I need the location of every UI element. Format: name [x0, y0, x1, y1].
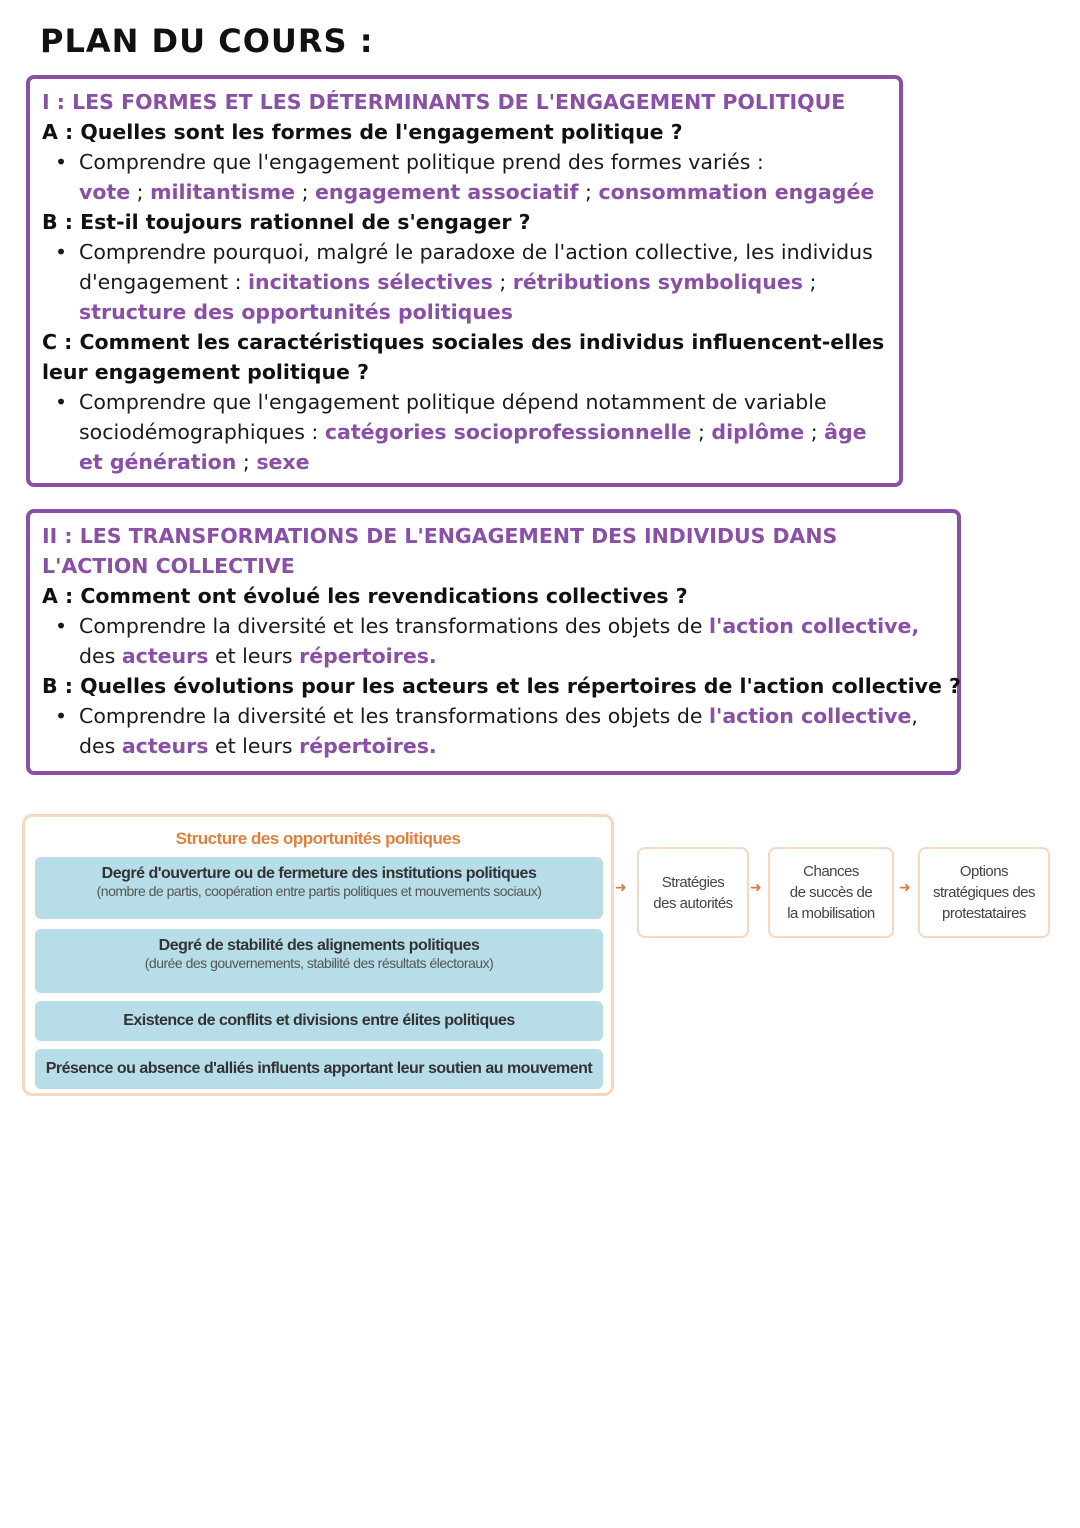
keyword: sexe: [256, 450, 310, 474]
keyword: vote: [79, 180, 131, 204]
keyword: acteurs: [121, 734, 209, 758]
row-main: Degré d'ouverture ou de fermeture des institutions politiques: [101, 865, 537, 882]
bullet-a: • Comprendre que l'engagement politique prend des formes variés : vote ; militantisme ; engagement associatif ; consommation engagée: [42, 147, 887, 207]
bullet-b: • Comprendre pourquoi, malgré le paradoxe de l'action collective, les individus d'engagement : incitations sélectives ; rétributions symboliques ; structure des opportunités politiques: [42, 237, 887, 327]
keyword: rétributions symboliques: [512, 270, 803, 294]
bullet-a: [42, 611, 945, 671]
bullet-text: des: [79, 644, 116, 668]
keyword: répertoires.: [299, 734, 437, 758]
row-sub: (durée des gouvernements, stabilité des résultats électoraux): [144, 955, 494, 971]
part-two-box: [26, 509, 961, 775]
diagram-row: [35, 857, 603, 919]
bullet-c: • Comprendre que l'engagement politique dépend notamment de variable sociodémographiques : catégories socioprofessionnelle ; diplôme ; âge et génération ; sexe: [42, 387, 887, 477]
flow-box-strategies: Stratégies des autorités: [637, 847, 749, 938]
keyword: engagement associatif: [315, 180, 579, 204]
question-b: B : Est-il toujours rationnel de s'engager ?: [42, 210, 531, 234]
keyword: acteurs: [121, 644, 209, 668]
diagram-title: Structure des opportunités politiques: [175, 829, 461, 848]
flow-box-chances: Chances de succès de la mobilisation: [768, 847, 894, 938]
arrow-right-icon: ➜: [899, 880, 911, 896]
row-main: Présence ou absence d'alliés influents apportant leur soutien au mouvement: [45, 1060, 593, 1077]
bullet-text: Comprendre que l'engagement politique dépend notamment de variable sociodémographiques :: [79, 390, 827, 444]
keyword: l'action collective: [709, 704, 912, 728]
diagram-row: [35, 1001, 603, 1041]
bullet-text: Comprendre pourquoi, malgré le paradoxe de l'action collective, les individus d'engagement :: [79, 240, 873, 294]
bullet-text: Comprendre la diversité et les transformations des objets de: [79, 704, 703, 728]
bullet-text: Comprendre que l'engagement politique prend des formes variés :: [79, 150, 764, 174]
row-sub: (nombre de partis, coopération entre partis politiques et mouvements sociaux): [96, 883, 542, 899]
question-a: A : Quelles sont les formes de l'engagement politique ?: [42, 120, 683, 144]
keyword: diplôme: [711, 420, 805, 444]
diagram-row: [35, 1049, 603, 1089]
bullet-text: , des: [79, 704, 918, 758]
keyword: répertoires.: [299, 644, 437, 668]
flow-box-options: Options stratégiques des protestataires: [918, 847, 1050, 938]
bullet-text: et leurs: [214, 644, 293, 668]
keyword: catégories socioprofessionnelle: [324, 420, 692, 444]
bullet-text: Comprendre la diversité et les transformations des objets de: [79, 614, 703, 638]
arrow-right-icon: ➜: [750, 880, 762, 896]
part-one-box: [26, 75, 903, 487]
bullet-b: [42, 701, 945, 761]
question-c: C : Comment les caractéristiques sociales des individus influencent-elles leur engagement politique ?: [42, 330, 885, 384]
page-title: PLAN DU COURS :: [40, 22, 374, 60]
part-two-heading: II : LES TRANSFORMATIONS DE L'ENGAGEMENT DES INDIVIDUS DANS L'ACTION COLLECTIVE: [42, 524, 838, 578]
keyword: militantisme: [150, 180, 296, 204]
question-a: A : Comment ont évolué les revendications collectives ?: [42, 584, 688, 608]
row-main: Existence de conflits et divisions entre élites politiques: [123, 1012, 515, 1029]
row-main: Degré de stabilité des alignements politiques: [158, 937, 480, 954]
question-b: B : Quelles évolutions pour les acteurs et les répertoires de l'action collective ?: [42, 674, 961, 698]
keyword: âge et génération: [79, 420, 867, 474]
bullet-text: et leurs: [214, 734, 293, 758]
keyword: structure des opportunités politiques: [79, 300, 514, 324]
keyword: consommation engagée: [598, 180, 875, 204]
diagram-row: [35, 929, 603, 993]
opportunity-structure-diagram: [22, 814, 614, 1096]
keyword: l'action collective,: [709, 614, 920, 638]
keyword: incitations sélectives: [248, 270, 493, 294]
part-one-heading: I : LES FORMES ET LES DÉTERMINANTS DE L'ENGAGEMENT POLITIQUE: [42, 90, 846, 114]
arrow-right-icon: ➜: [615, 880, 627, 896]
